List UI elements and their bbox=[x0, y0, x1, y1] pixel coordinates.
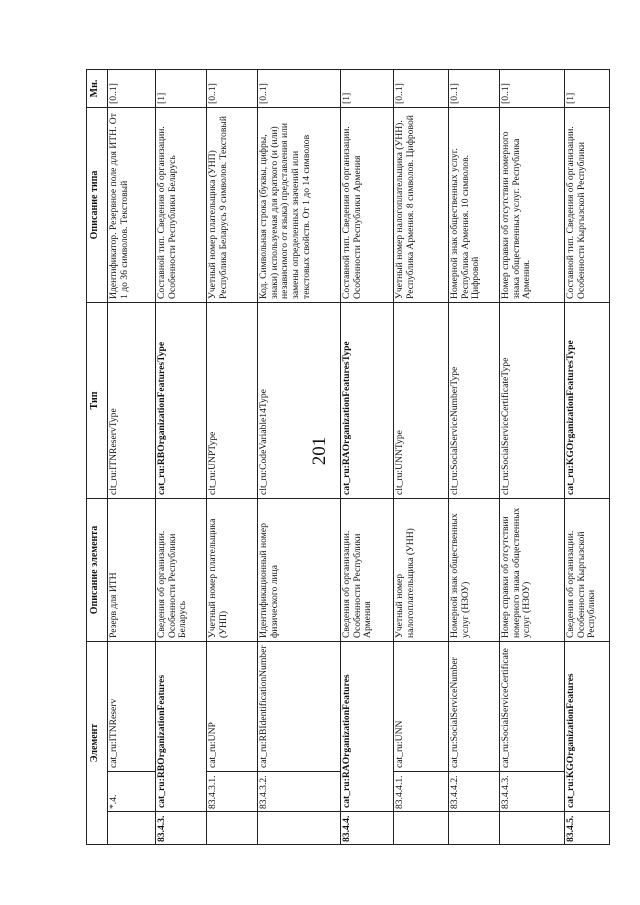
table-row bbox=[258, 69, 341, 844]
table-row bbox=[500, 69, 565, 844]
cell-element-description: Резерв для ИТН bbox=[108, 498, 156, 641]
header-type-description: Описание типа bbox=[87, 107, 108, 302]
header-description: Описание элемента bbox=[87, 498, 108, 641]
table-row bbox=[565, 69, 610, 844]
table-row bbox=[394, 69, 449, 844]
cell-type-description: Составной тип. Сведения об организации. Особенности Кыргызской Республики bbox=[565, 107, 610, 302]
cell-num-sub: 83.4.4.2. bbox=[449, 772, 500, 812]
table-rotation-container bbox=[86, 70, 598, 845]
cell-type-description: Учетный номер плательщика (УНП) Республика Беларусь 9 символов. Текстовый bbox=[207, 107, 258, 302]
cell-multiplicity: [0..1] bbox=[207, 69, 258, 107]
page-number: 201 bbox=[309, 436, 330, 466]
cell-element-name: cat_ru:KGOrganizationFeatures bbox=[565, 641, 610, 811]
elements-table bbox=[86, 69, 610, 845]
cell-type-description: Код. Символьная строка (буквы, цифры, знаки) используемая для краткого (и (или) независимого от языка) представления или замены определенных значений или текстовых свойств. От 1 до 14 символов bbox=[258, 107, 341, 302]
cell-type: cat_ru:KGOrganizationFeaturesType bbox=[565, 302, 610, 498]
cell-num-main bbox=[449, 812, 500, 845]
cell-num-main: 83.4.4. bbox=[341, 812, 394, 845]
cell-type-description: Составной тип. Сведения об организации. Особенности Республики Армения bbox=[341, 107, 394, 302]
cell-multiplicity: [0..1] bbox=[449, 69, 500, 107]
cell-multiplicity: [1] bbox=[156, 69, 207, 107]
cell-multiplicity: [0..1] bbox=[394, 69, 449, 107]
cell-num-main bbox=[394, 812, 449, 845]
cell-element-description: Сведения об организации. Особенности Кыргызской Республики bbox=[565, 498, 610, 641]
cell-type: clt_ru:UNPType bbox=[207, 302, 258, 498]
cell-element-name: cat_ru:ITNReserv bbox=[108, 641, 156, 771]
table-row bbox=[108, 69, 156, 844]
cell-element-name: cat_ru:RAOrganizationFeatures bbox=[341, 641, 394, 811]
cell-element-description: Сведения об организации. Особенности Республики Армения bbox=[341, 498, 394, 641]
cell-type: cat_ru:RBOrganizationFeaturesType bbox=[156, 302, 207, 498]
table-row bbox=[207, 69, 258, 844]
rotated-table-region bbox=[86, 70, 598, 845]
cell-multiplicity: [1] bbox=[565, 69, 610, 107]
cell-element-name: cat_ru:UNN bbox=[394, 641, 449, 771]
cell-type-description: Учетный номер налогоплательщика (УНН). Республика Армения. 8 символов. Цифровой bbox=[394, 107, 449, 302]
cell-num-main bbox=[108, 812, 156, 845]
cell-num-sub: *.4. bbox=[108, 772, 156, 812]
cell-type-description: Идентификатор. Резервное поле для ИТН. От 1 до 36 символов. Текстовый bbox=[108, 107, 156, 302]
cell-element-name: cat_ru:UNP bbox=[207, 641, 258, 771]
cell-type-description: Номер справки об отсутствии номерного знака общественных услуг. Республика Армения. bbox=[500, 107, 565, 302]
cell-num-main bbox=[500, 812, 565, 845]
cell-element-name: cat_ru:RBIdentificationNumber bbox=[258, 641, 341, 771]
cell-type-description: Составной тип. Сведения об организации. Особенности Республики Беларусь bbox=[156, 107, 207, 302]
cell-num-sub: 83.4.4.3. bbox=[500, 772, 565, 812]
cell-element-name: cat_ru:SocialServiceCertificate bbox=[500, 641, 565, 771]
cell-num-main: 83.4.5. bbox=[565, 812, 610, 845]
cell-multiplicity: [0..1] bbox=[500, 69, 565, 107]
cell-multiplicity: [1] bbox=[341, 69, 394, 107]
cell-type: clt_ru:ITNReservType bbox=[108, 302, 156, 498]
header-multiplicity: Мн. bbox=[87, 69, 108, 107]
cell-type: cat_ru:RAOrganizationFeaturesType bbox=[341, 302, 394, 498]
cell-element-description: Идентификационный номер физического лица bbox=[258, 498, 341, 641]
cell-element-description: Сведения об организации. Особенности Республики Беларусь bbox=[156, 498, 207, 641]
cell-type: clt_ru:SocialServiceNumberType bbox=[449, 302, 500, 498]
cell-type: clt_ru:CodeVariable14Type bbox=[258, 302, 341, 498]
header-type: Тип bbox=[87, 302, 108, 498]
cell-element-name: cat_ru:SocialServiceNumber bbox=[449, 641, 500, 771]
table-row bbox=[341, 69, 394, 844]
cell-element-description: Учетный номер налогоплательщика (УНН) bbox=[394, 498, 449, 641]
cell-element-description: Номер справки об отсутствии номерного знака общественных услуг (НЗОУ) bbox=[500, 498, 565, 641]
cell-num-main: 83.4.3. bbox=[156, 812, 207, 845]
cell-type-description: Номерной знак общественных услуг. Республика Армения. 10 символов. Цифровой bbox=[449, 107, 500, 302]
cell-num-sub: 83.4.4.1. bbox=[394, 772, 449, 812]
table-row bbox=[156, 69, 207, 844]
cell-multiplicity: [0..1] bbox=[108, 69, 156, 107]
cell-num-sub: 83.4.3.2. bbox=[258, 772, 341, 812]
cell-element-description: Учетный номер плательщика (УНП) bbox=[207, 498, 258, 641]
cell-type: clt_ru:SocialServiceCertificateType bbox=[500, 302, 565, 498]
table-row bbox=[449, 69, 500, 844]
table-header-row bbox=[87, 69, 108, 844]
cell-num-main bbox=[258, 812, 341, 845]
cell-num-sub: 83.4.3.1. bbox=[207, 772, 258, 812]
cell-type: clt_ru:UNNType bbox=[394, 302, 449, 498]
cell-element-name: cat_ru:RBOrganizationFeatures bbox=[156, 641, 207, 811]
cell-num-main bbox=[207, 812, 258, 845]
cell-multiplicity: [0..1] bbox=[258, 69, 341, 107]
header-element: Элемент bbox=[87, 641, 108, 844]
cell-element-description: Номерной знак общественных услуг (НЗОУ) bbox=[449, 498, 500, 641]
